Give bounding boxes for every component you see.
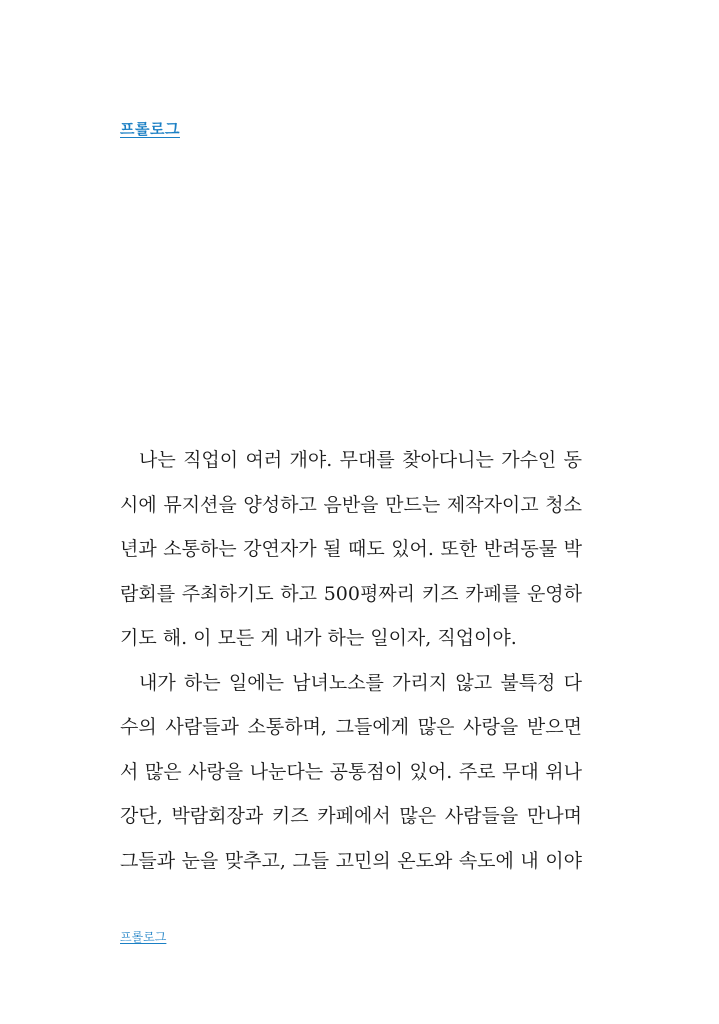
body-line: 강단, 박람회장과 키즈 카페에서 많은 사람들을 만나며 xyxy=(120,805,582,827)
body-line: 년과 소통하는 강연자가 될 때도 있어. 또한 반려동물 박 xyxy=(120,538,582,560)
prologue-body xyxy=(120,438,582,883)
body-line: 서 많은 사랑을 나눈다는 공통점이 있어. 주로 무대 위나 xyxy=(120,760,582,783)
body-line: 람회를 주최하기도 하고 500평짜리 키즈 카페를 운영하 xyxy=(120,582,582,605)
body-line: 시에 뮤지션을 양성하고 음반을 만드는 제작자이고 청소 xyxy=(120,493,582,516)
body-line: 나는 직업이 여러 개야. 무대를 찾아다니는 가수인 동 xyxy=(139,449,582,471)
body-line: 수의 사람들과 소통하며, 그들에게 많은 사랑을 받으면 xyxy=(120,716,582,738)
body-line: 기도 해. 이 모든 게 내가 하는 일이자, 직업이야. xyxy=(120,627,517,649)
footer-chapter-link[interactable]: 프롤로그 xyxy=(120,930,167,944)
chapter-title-link[interactable]: 프롤로그 xyxy=(120,120,180,138)
body-line: 그들과 눈을 맞추고, 그들 고민의 온도와 속도에 내 이야 xyxy=(120,849,582,872)
body-line: 내가 하는 일에는 남녀노소를 가리지 않고 불특정 다 xyxy=(139,671,582,694)
